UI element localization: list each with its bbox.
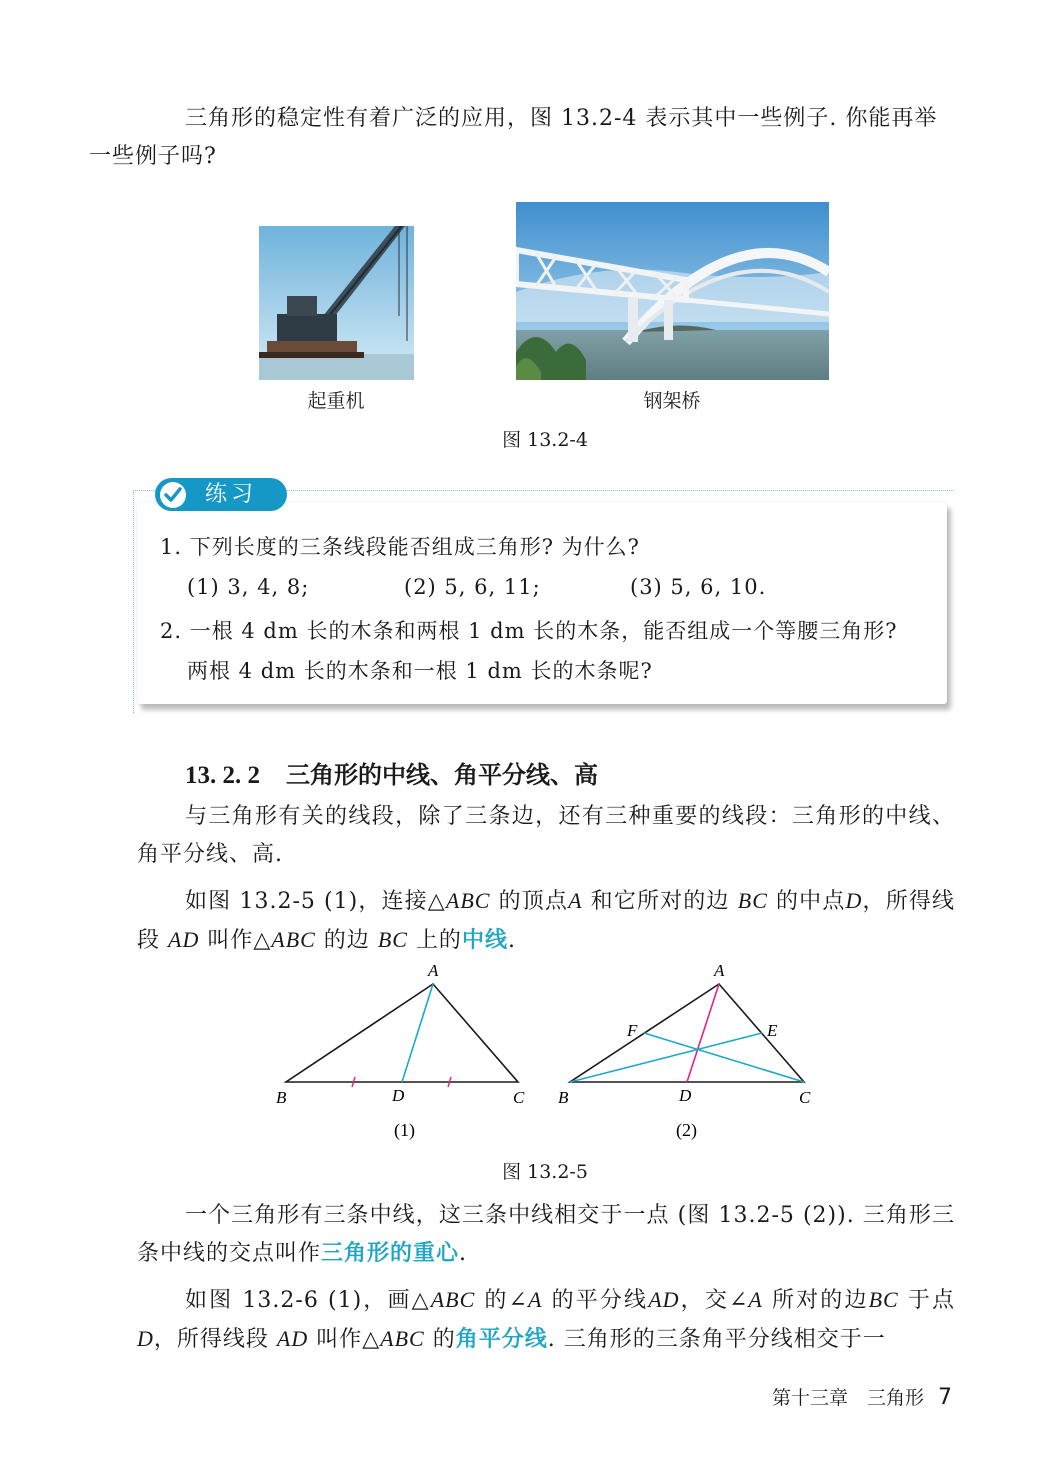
label-a: A: [428, 961, 439, 980]
keyword-angle-bisector: 角平分线: [455, 1327, 548, 1352]
label-e: E: [767, 1021, 778, 1040]
practice-title: 练习: [205, 482, 258, 507]
var: A: [527, 1287, 543, 1312]
median-ad: [402, 984, 433, 1082]
text: 叫作△: [308, 1327, 381, 1352]
intro-line-1: 三角形的稳定性有着广泛的应用，图 13.2-4 表示其中一些例子. 你能再举: [185, 106, 938, 131]
practice-q2-line-1: 2. 一根 4 dm 长的木条和两根 1 dm 长的木条，能否组成一个等腰三角形?: [160, 619, 898, 643]
text: 叫作△: [199, 928, 272, 953]
intro-line-2: 一些例子吗?: [89, 144, 217, 169]
figure-13-2-5-caption: 图 13.2-5: [502, 1161, 588, 1183]
practice-q1-option-2: (2) 5, 6, 11;: [404, 575, 541, 599]
section-number: 13. 2. 2: [185, 762, 260, 789]
var: BC: [737, 888, 768, 913]
var: ABC: [380, 1326, 425, 1351]
var: AD: [648, 1287, 680, 1312]
keyword-centroid: 三角形的重心: [321, 1241, 460, 1266]
paragraph-intro-segments: 与三角形有关的线段，除了三条边，还有三种重要的线段：三角形的中线、角平分线、高.: [137, 804, 955, 867]
crane-photo: [259, 226, 414, 380]
text: 的边: [315, 928, 378, 953]
figure-13-2-5-1: [270, 958, 540, 1143]
var: ABC: [430, 1287, 476, 1312]
practice-q1-option-3: (3) 5, 6, 10.: [630, 575, 767, 599]
text: 的平分线: [542, 1288, 649, 1313]
crane-caption: 起重机: [307, 390, 365, 412]
practice-q2-line-2: 两根 4 dm 长的木条和一根 1 dm 长的木条呢?: [187, 659, 653, 683]
var: BC: [377, 927, 408, 952]
practice-q1-option-1: (1) 3, 4, 8;: [187, 575, 310, 599]
label-b: B: [558, 1088, 569, 1107]
var: ABC: [445, 888, 491, 913]
var: AD: [276, 1326, 309, 1351]
label-c: C: [513, 1088, 525, 1107]
label-c: C: [799, 1088, 811, 1107]
bridge-photo: [516, 202, 829, 380]
page-footer: [772, 1383, 952, 1410]
label-b: B: [276, 1088, 287, 1107]
text: .: [459, 1241, 468, 1266]
var: ABC: [271, 927, 316, 952]
var: AD: [168, 927, 200, 952]
paragraph-median-definition: [137, 882, 955, 960]
var: D: [137, 1326, 154, 1351]
text: 的∠: [475, 1288, 528, 1313]
text: 一个三角形有三条中线，这三条中线相交于一点 (图 13.2-5 (2)). 三角形三条中线的交点叫作: [137, 1203, 955, 1266]
var: BC: [868, 1287, 899, 1312]
var: A: [568, 888, 583, 913]
paragraph-centroid: [137, 1197, 955, 1273]
section-title-text: 三角形的中线、角平分线、高: [286, 761, 598, 789]
text: 于点: [898, 1288, 956, 1313]
text: 和它所对的边: [582, 889, 738, 914]
label-d: D: [679, 1086, 692, 1105]
median-ad: [687, 984, 719, 1082]
text: ，所得线段: [153, 1327, 277, 1352]
text: 的顶点: [490, 889, 569, 914]
text: 的: [424, 1327, 456, 1352]
text: .: [507, 928, 516, 953]
pencil-check-icon: [158, 480, 188, 510]
page-number: 7: [938, 1385, 952, 1410]
keyword-median: 中线: [461, 928, 508, 953]
var: D: [845, 888, 863, 913]
paragraph-angle-bisector: [137, 1281, 955, 1359]
triangle-abc: [286, 984, 518, 1082]
figure-label-1: (1): [394, 1120, 415, 1140]
label-a: A: [714, 961, 725, 980]
figure-label-2: (2): [676, 1120, 697, 1140]
section-heading: [185, 755, 598, 790]
label-d: D: [392, 1086, 405, 1105]
chapter-label: 第十三章 三角形: [771, 1387, 924, 1409]
text: 如图 13.2-5 (1)，连接△: [185, 889, 446, 914]
text: 的中点: [767, 889, 846, 914]
var: A: [748, 1287, 763, 1312]
practice-q1: 1. 下列长度的三条线段能否组成三角形? 为什么?: [160, 535, 640, 559]
text: 所对的边: [762, 1288, 869, 1313]
figure-13-2-5-2: [552, 958, 822, 1143]
text: 如图 13.2-6 (1)，画△: [185, 1288, 431, 1313]
figure-13-2-4-caption: 图 13.2-4: [502, 429, 588, 451]
text: 上的: [407, 928, 462, 953]
text: ，所得线段: [137, 889, 956, 953]
label-f: F: [627, 1021, 638, 1040]
intro-paragraph: [89, 100, 955, 176]
text: ，交∠: [679, 1288, 749, 1313]
bridge-caption: 钢架桥: [643, 390, 701, 412]
text: . 三角形的三条角平分线相交于一: [547, 1327, 886, 1352]
